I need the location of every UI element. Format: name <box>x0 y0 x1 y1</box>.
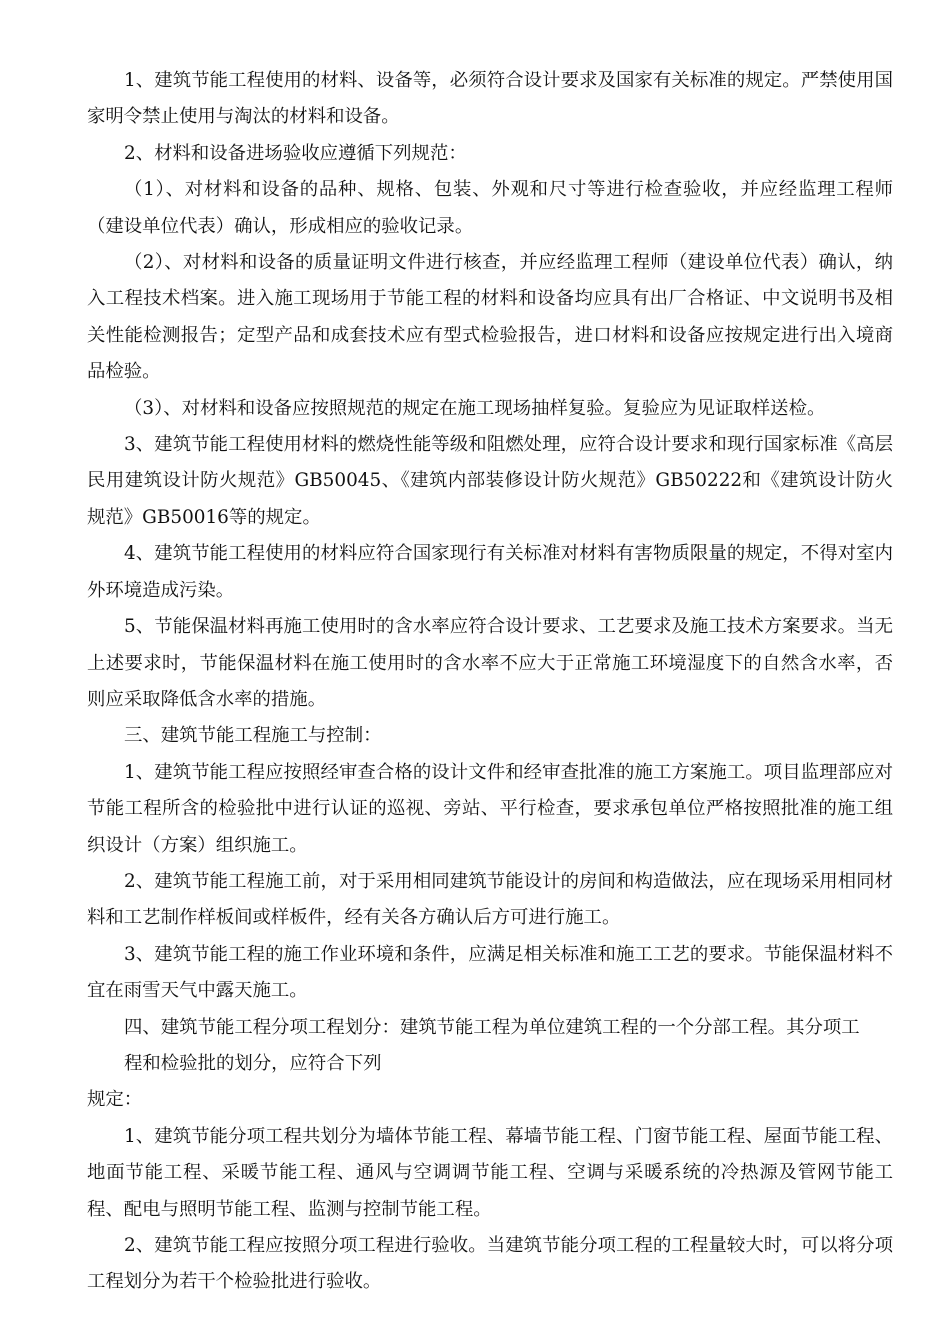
document-body <box>87 63 893 1301</box>
paragraph-work-environment: 3、建筑节能工程的施工作业环境和条件，应满足相关标准和施工工艺的要求。节能保温材料不宜在雨雪天气中露天施工。 <box>87 943 893 1002</box>
paragraph-construction-plan: 1、建筑节能工程应按照经审查合格的设计文件和经审查批准的施工方案施工。项目监理部应对节能工程所含的检验批中进行认证的巡视、旁站、平行检查，要求承包单位严格按照批准的施工组织设计（方案）组织施工。 <box>87 761 893 856</box>
paragraph-subdivision-list: 1、建筑节能分项工程共划分为墙体节能工程、幕墙节能工程、门窗节能工程、屋面节能工程、地面节能工程、采暖节能工程、通风与空调调节能工程、空调与采暖系统的冷热源及管网节能工程、配电与照明节能工程、监测与控制节能工程。 <box>87 1125 893 1220</box>
paragraph-subdivision-end: 规定： <box>87 1089 143 1111</box>
paragraph-sample-room: 2、建筑节能工程施工前，对于采用相同建筑节能设计的房间和构造做法，应在现场采用相同材料和工艺制作样板间或样板件，经有关各方确认后方可进行施工。 <box>87 870 893 929</box>
paragraph-acceptance-rules: 2、材料和设备进场验收应遵循下列规范： <box>124 142 467 164</box>
paragraph-fire-rating: 3、建筑节能工程使用材料的燃烧性能等级和阻燃处理，应符合设计要求和现行国家标准《高层民用建筑设计防火规范》GB50045、《建筑内部装修设计防火规范》GB50222和《建筑设计防火规范》GB50016等的规定。 <box>87 434 893 528</box>
paragraph-materials-requirement: 1、建筑节能工程使用的材料、设备等，必须符合设计要求及国家有关标准的规定。严禁使用国家明令禁止使用与淘汰的材料和设备。 <box>87 70 893 128</box>
section-heading-subdivision: 四、建筑节能工程分项工程划分：建筑节能工程为单位建筑工程的一个分部工程。其分项工 <box>124 1016 860 1038</box>
section-heading-construction-control: 三、建筑节能工程施工与控制： <box>124 725 382 747</box>
paragraph-item-1: （1）、对材料和设备的品种、规格、包装、外观和尺寸等进行检查验收，并应经监理工程师（建设单位代表）确认，形成相应的验收记录。 <box>87 179 893 237</box>
paragraph-item-2: （2）、对材料和设备的质量证明文件进行核查，并应经监理工程师（建设单位代表）确认，纳入工程技术档案。进入施工现场用于节能工程的材料和设备均应具有出厂合格证、中文说明书及相关性能检测报告；定型产品和成套技术应有型式检验报告，进口材料和设备应按规定进行出入境商品检验。 <box>87 252 893 383</box>
paragraph-subdivision-continued: 程和检验批的划分，应符合下列 <box>124 1052 382 1074</box>
paragraph-item-3: （3）、对材料和设备应按照规范的规定在施工现场抽样复验。复验应为见证取样送检。 <box>124 397 826 419</box>
paragraph-acceptance-by-subdivision: 2、建筑节能工程应按照分项工程进行验收。当建筑节能分项工程的工程量较大时，可以将分项工程划分为若干个检验批进行验收。 <box>87 1235 893 1293</box>
paragraph-hazardous-limits: 4、建筑节能工程使用的材料应符合国家现行有关标准对材料有害物质限量的规定，不得对室内外环境造成污染。 <box>87 543 893 601</box>
paragraph-moisture-content: 5、节能保温材料再施工使用时的含水率应符合设计要求、工艺要求及施工技术方案要求。当无上述要求时，节能保温材料在施工使用时的含水率不应大于正常施工环境湿度下的自然含水率，否则应采取降低含水率的措施。 <box>87 616 893 710</box>
